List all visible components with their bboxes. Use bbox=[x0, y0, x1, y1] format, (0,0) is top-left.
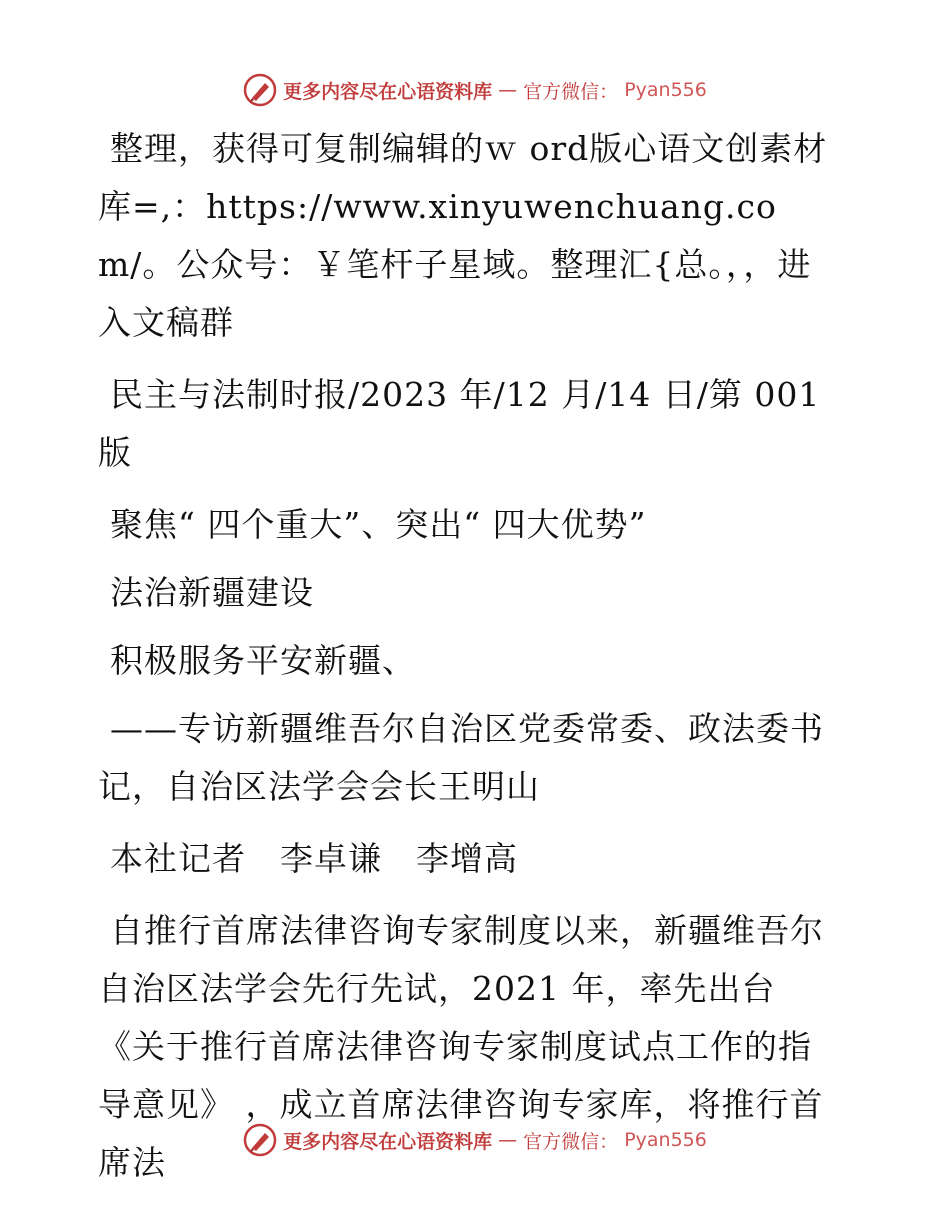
pen-logo-icon bbox=[243, 73, 277, 107]
subtitle: ——专访新疆维吾尔自治区党委常委、政法委书记，自治区法学会会长王明山 bbox=[98, 709, 824, 806]
byline: 本社记者 李卓谦 李增高 bbox=[110, 839, 518, 878]
pen-logo-icon bbox=[243, 1123, 277, 1157]
banner-main-text: 更多内容尽在心语资料库 bbox=[283, 80, 493, 103]
banner-wechat-id: Pyan556 bbox=[624, 79, 707, 101]
headline-line-2: 法治新疆建设 bbox=[110, 573, 314, 612]
headline-line-1: 聚焦“ 四个重大”、突出“ 四大优势” bbox=[110, 505, 647, 544]
intro-paragraph: 整理，获得可复制编辑的ｗ ord版心语文创素材库=,：https://www.xinyuwenchuang.com/。公众号：￥笔杆子星域。整理汇{总。，，进入文稿群 bbox=[98, 129, 828, 342]
body-paragraph: 自推行首席法律咨询专家制度以来，新疆维吾尔自治区法学会先行先试，2021 年，率先出台《关于推行首席法律咨询专家制度试点工作的指导意见》 ，成立首席法律咨询专家库，将推行首席法 bbox=[98, 911, 824, 1182]
banner-main-text: 更多内容尽在心语资料库 bbox=[283, 1130, 493, 1153]
header-banner bbox=[0, 70, 950, 110]
footer-banner bbox=[0, 1120, 950, 1160]
publication-line: 民主与法制时报/2023 年/12 月/14 日/第 001 版 bbox=[98, 375, 821, 472]
banner-separator: — bbox=[498, 79, 518, 101]
article-body bbox=[98, 120, 838, 1206]
banner-wechat-id: Pyan556 bbox=[624, 1129, 707, 1151]
banner-wechat-label: 官方微信： bbox=[523, 80, 619, 103]
banner-separator: — bbox=[498, 1129, 518, 1151]
headline-line-3: 积极服务平安新疆、 bbox=[110, 641, 416, 680]
banner-wechat-label: 官方微信： bbox=[523, 1130, 619, 1153]
